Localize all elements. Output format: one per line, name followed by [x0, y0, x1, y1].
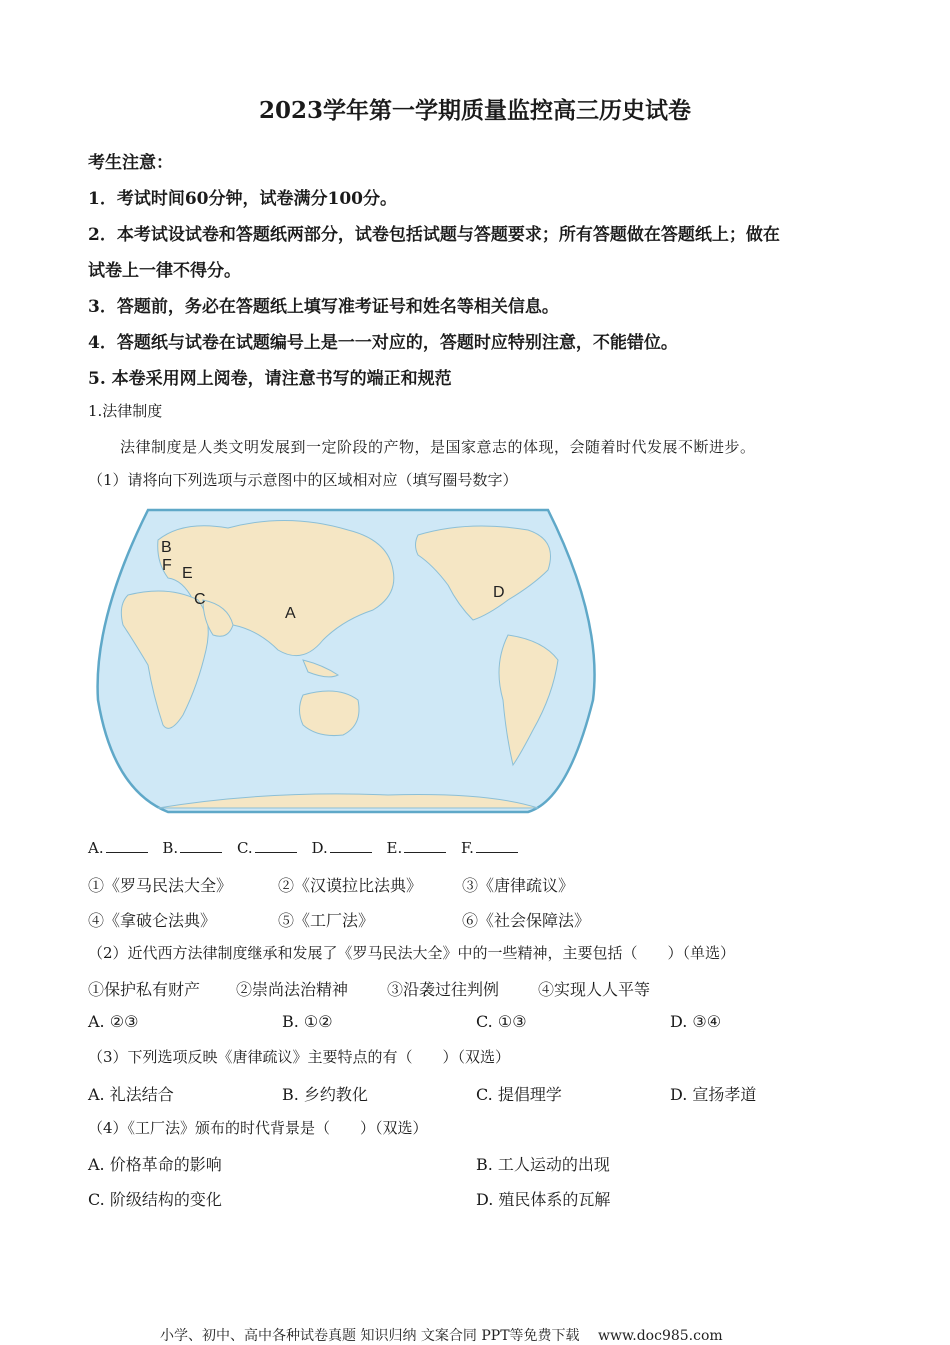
map-blanks: [88, 838, 528, 857]
notice-item-2: 2．本考试设试卷和答题纸两部分，试卷包括试题与答题要求；所有答题做在答题纸上；做在: [88, 225, 780, 245]
subquestion-2: （2）近代西方法律制度继承和发展了《罗马民法大全》中的一些精神，主要包括（ ）（单选）: [88, 944, 736, 962]
blank-f[interactable]: [476, 838, 518, 853]
sub2-item-3: ③沿袭过往判例: [387, 980, 500, 999]
notice-item-5: 5. 本卷采用网上阅卷，请注意书写的端正和规范: [88, 369, 452, 389]
blank-a-label: A.: [88, 839, 104, 857]
sub4-option-a[interactable]: A. 价格革命的影响: [88, 1155, 222, 1174]
notice-item-2-cont: 试卷上一律不得分。: [88, 261, 241, 281]
question-1-intro: 法律制度是人类文明发展到一定阶段的产物，是国家意志的体现，会随着时代发展不断进步。: [120, 438, 756, 456]
sub3-option-b[interactable]: B. 乡约教化: [282, 1085, 368, 1104]
sub4-option-d[interactable]: D. 殖民体系的瓦解: [476, 1190, 611, 1209]
map-label-f: F: [162, 557, 172, 574]
sub4-option-c[interactable]: C. 阶级结构的变化: [88, 1190, 222, 1209]
world-map: [88, 500, 608, 820]
law-option-1: ①《罗马民法大全》: [88, 876, 233, 895]
law-option-2: ②《汉谟拉比法典》: [278, 876, 423, 895]
sub2-option-a[interactable]: A. ②③: [88, 1012, 139, 1031]
blank-e-label: E.: [386, 839, 403, 857]
blank-b-label: B.: [162, 839, 179, 857]
notice-item-3: 3．答题前，务必在答题纸上填写准考证号和姓名等相关信息。: [88, 297, 559, 317]
sub3-option-a[interactable]: A. 礼法结合: [88, 1085, 174, 1104]
question-1-heading: 1.法律制度: [88, 402, 163, 420]
blank-b[interactable]: [180, 838, 222, 853]
law-option-3: ③《唐律疏议》: [462, 876, 575, 895]
blank-f-label: F.: [461, 839, 474, 857]
subquestion-3: （3）下列选项反映《唐律疏议》主要特点的有（ ）（双选）: [88, 1048, 511, 1066]
sub2-item-4: ④实现人人平等: [538, 980, 651, 999]
subquestion-4: （4）《工厂法》颁布的时代背景是（ ）（双选）: [88, 1119, 428, 1137]
sub3-option-c[interactable]: C. 提倡理学: [476, 1085, 562, 1104]
notice-item-1: 1．考试时间60分钟，试卷满分100分。: [88, 189, 397, 209]
sub2-item-2: ②崇尚法治精神: [236, 980, 349, 999]
blank-e[interactable]: [404, 838, 446, 853]
blank-d[interactable]: [330, 838, 372, 853]
page-title: 2023学年第一学期质量监控高三历史试卷: [258, 97, 691, 124]
law-option-6: ⑥《社会保障法》: [462, 911, 591, 930]
notice-item-4: 4．答题纸与试卷在试题编号上是一一对应的，答题时应特别注意，不能错位。: [88, 333, 678, 353]
sub2-option-d[interactable]: D. ③④: [670, 1012, 722, 1031]
map-label-e: E: [182, 565, 193, 582]
map-label-c: C: [194, 591, 206, 608]
blank-a[interactable]: [106, 838, 148, 853]
notice-heading: 考生注意：: [88, 153, 173, 173]
page-footer: 小学、初中、高中各种试卷真题 知识归纳 文案合同 PPT等免费下载 www.doc985.com: [160, 1328, 723, 1344]
law-option-5: ⑤《工厂法》: [278, 911, 375, 930]
map-label-b: B: [161, 539, 172, 556]
sub4-option-b[interactable]: B. 工人运动的出现: [476, 1155, 610, 1174]
law-option-4: ④《拿破仑法典》: [88, 911, 217, 930]
map-label-d: D: [493, 584, 505, 601]
blank-c[interactable]: [255, 838, 297, 853]
sub2-option-b[interactable]: B. ①②: [282, 1012, 333, 1031]
blank-c-label: C.: [236, 839, 253, 857]
subquestion-1: （1）请将向下列选项与示意图中的区域相对应（填写圈号数字）: [88, 471, 518, 489]
sub2-option-c[interactable]: C. ①③: [476, 1012, 527, 1031]
blank-d-label: D.: [311, 839, 328, 857]
sub2-item-1: ①保护私有财产: [88, 980, 201, 999]
map-label-a: A: [285, 605, 296, 622]
sub3-option-d[interactable]: D. 宣扬孝道: [670, 1085, 757, 1104]
